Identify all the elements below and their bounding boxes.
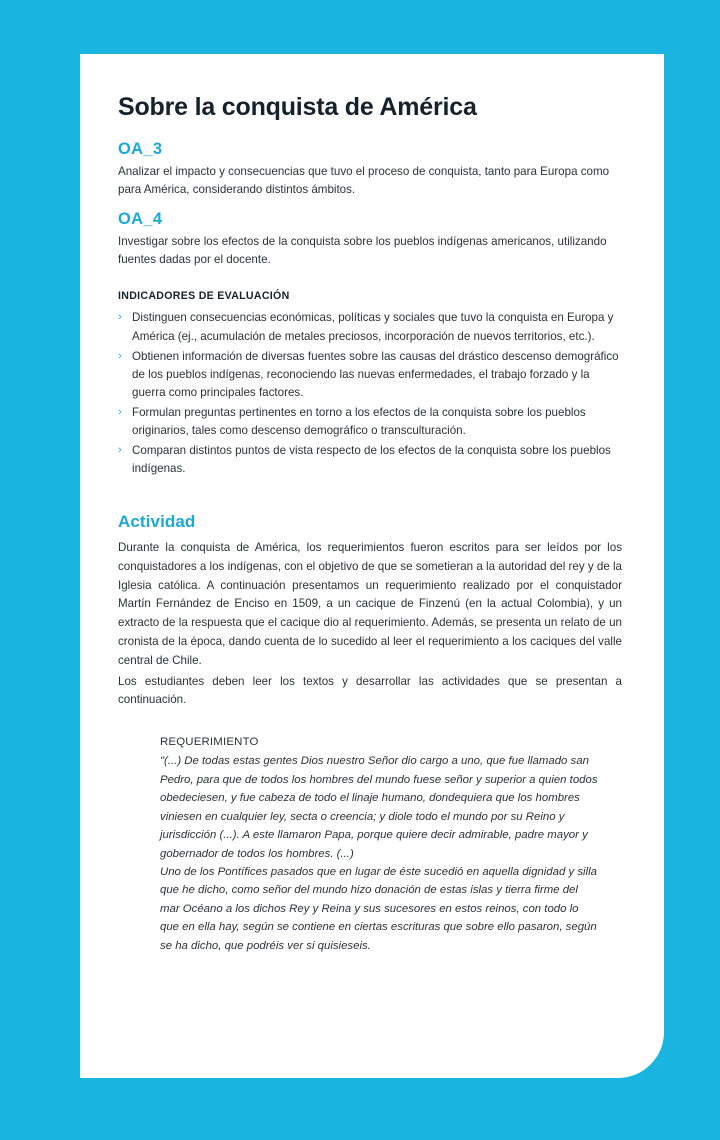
document-page [80, 54, 664, 1078]
chevron-right-icon: › [118, 349, 122, 362]
objective-code: OA_4 [118, 210, 163, 229]
objective-oa3 [118, 140, 622, 198]
list-item-text: Formulan preguntas pertinentes en torno a los efectos de la conquista sobre los pueblos originarios, tales como descenso demográfico o transculturación. [132, 405, 586, 437]
quote-paragraph: "(...) De todas estas gentes Dios nuestro Señor dio cargo a uno, que fue llamado san Pedro, para que de todos los hombres del mundo fuese señor y superior a quien todos obedeciesen, y fue cabeza de todo el linaje humano, dondequiera que los hombres viniesen en cualquier ley, secta o creencia; y diole todo el mundo por su Reino y jurisdicción (...). A este llamaron Papa, porque quiere decir admirable, padre mayor y gobernador de todos los hombres. (...) [160, 755, 598, 860]
list-item [118, 442, 622, 478]
chevron-right-icon: › [118, 443, 122, 456]
indicators-list [118, 309, 622, 478]
list-item [118, 309, 622, 345]
chevron-right-icon: › [118, 405, 122, 418]
quote-paragraph: Uno de los Pontífices pasados que en lugar de éste sucedió en aquella dignidad y silla que he dicho, como señor del mundo hizo donación de estas islas y tierra firme del mar Océano a los dichos Rey y Reina y sus sucesores en estos reinos, con todo lo que en ella hay, según se contiene en ciertas escrituras que sobre ello pasaron, según se ha dicho, que podréis ver si quisieseis. [160, 865, 597, 952]
activity-title: Actividad [118, 512, 196, 532]
chevron-right-icon: › [118, 311, 122, 324]
objective-oa4 [118, 210, 622, 268]
activity-paragraph: Los estudiantes deben leer los textos y desarrollar las actividades que se presentan a continuación. [118, 674, 622, 707]
objective-code: OA_3 [118, 140, 163, 158]
indicators-label: INDICADORES DE EVALUACIÓN [118, 290, 290, 303]
activity-paragraph: Durante la conquista de América, los requerimientos fueron escritos para ser leídos por los conquistadores a los indígenas, con el objetivo de que se sometieran a la autoridad del rey y de la Iglesia católica. A continuación presentamos un requerimiento realizado por el conquistador Martín Fernández de Enciso en 1509, a un cacique de Finzenú (en la actual Colombia), y un extracto de la respuesta que el cacique dio al requerimiento. Además, se presenta un relato de un cronista de la época, dando cuenta de lo sucedido al leer el requerimiento a los caciques del valle central de Chile. [118, 541, 623, 667]
objective-text: Analizar el impacto y consecuencias que tuvo el proceso de conquista, tanto para Europa como para América, considerando distintos ámbitos. [118, 165, 610, 196]
list-item-text: Obtienen información de diversas fuentes sobre las causas del drástico descenso demográfico de los pueblos indígenas, reconociendo las nuevas enfermedades, el trabajo forzado y la guerra como principales factores. [132, 349, 619, 399]
page-title: Sobre la conquista de América [118, 93, 477, 121]
quote-heading: REQUERIMIENTO [160, 736, 259, 749]
list-item [118, 348, 622, 402]
list-item-text: Distinguen consecuencias económicas, políticas y sociales que tuvo la conquista en Europa y América (ej., acumulación de metales preciosos, incorporación de nuevos territorios, etc.). [132, 311, 614, 343]
objective-text: Investigar sobre los efectos de la conquista sobre los pueblos indígenas americanos, utilizando fuentes dadas por el docente. [118, 235, 607, 266]
list-item-text: Comparan distintos puntos de vista respecto de los efectos de la conquista sobre los pueblos indígenas. [132, 443, 611, 476]
quote-block [160, 736, 600, 955]
list-item [118, 404, 622, 440]
